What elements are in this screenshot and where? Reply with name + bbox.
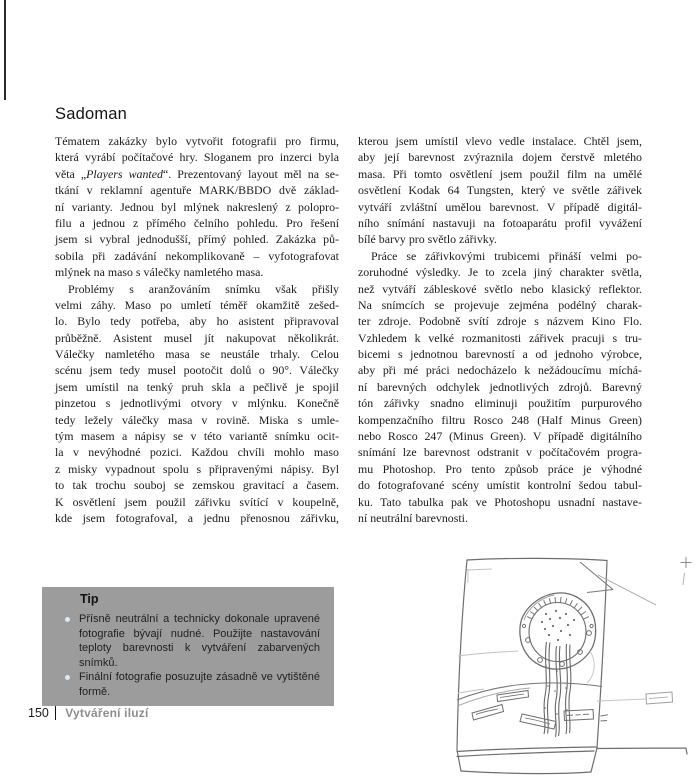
plate-holes — [541, 610, 575, 641]
text-line: K osvětlení jsem použil zářivku svítící v koupelně, — [55, 494, 339, 509]
text-column-right — [358, 133, 642, 526]
meat-grinder-sketch-figure — [450, 556, 694, 780]
text-line: filu a jednou z přímého čelního pohledu. Pro řešení — [55, 215, 339, 230]
bullet-icon — [65, 617, 70, 622]
sketch-drawing — [450, 556, 694, 780]
tip-item — [65, 612, 334, 670]
text-line: osvětlení Kodak 64 Tungsten, který ve světle zářivek — [358, 183, 642, 198]
text-line: tým masem a nápisy se v této variantě snímku ocit- — [55, 429, 339, 444]
text-line: Na snímcích se projevuje zejména podélný charak- — [358, 297, 642, 312]
text-line: tedy ležely válečky masa v rovině. Miska s umle- — [55, 412, 339, 427]
registration-cross-icon — [681, 557, 692, 585]
text-line: zoruhodné výsledky. Je to zcela jiný charakter světla, — [358, 265, 642, 280]
text-line: vytváří zvláštní umělou barevnost. V případě digitál- — [358, 199, 642, 214]
text-line: to tak trochu souboj se zemskou gravitací a časem. — [55, 478, 339, 493]
text-line: bílé barvy pro světlo zářivky. — [358, 232, 497, 247]
text-line: ní varianty. Jednou byl mlýnek nakreslený z polopro- — [55, 199, 339, 214]
text-line: tkání v reklamní agentuře MARK/BBDO dvě základ- — [55, 183, 339, 198]
text-line: pinzetou s jednotlivými otvory v mlýnku. Konečně — [55, 396, 339, 411]
text-line: ter zdroje. Podobně svítí zdroje s názvem Kino Flo. — [358, 314, 642, 329]
tip-box — [42, 587, 334, 706]
text-line: snímání lze barevnost odstranit v počítačovém progra- — [358, 445, 642, 460]
text-line: aby její barevnost zvýraznila dojem čerstvě mletého — [358, 150, 642, 165]
text-line: nebo Rosco 247 (Minus Green). V případě digitálního — [358, 429, 642, 444]
tip-list — [42, 612, 334, 699]
text-line: Práce se zářivkovými trubicemi přináší velmi po- — [371, 248, 642, 263]
page-edge-line — [4, 0, 6, 100]
text-column-left — [55, 133, 339, 526]
footer-separator — [55, 706, 56, 720]
text-line: ní neutrální barevnosti. — [358, 510, 468, 525]
text-line: Válečky namletého masa se neustále trhaly. Celou — [55, 347, 339, 362]
construction-lines — [458, 569, 646, 701]
meat-strands — [544, 642, 571, 737]
text-line: scénu jsem tedy musel pootočit dolů o 90°. Válečky — [55, 363, 339, 378]
tip-item-text: Finální fotografie posuzujte zásadně ve vytištěné formě. — [79, 671, 320, 698]
text-line: průběžně. Asistent musel jít nakupovat několikrát. — [55, 330, 339, 345]
text-line: Vzhledem k velké rozmanitosti zářivek pracuji s tru- — [358, 330, 642, 345]
text-line: Tématem zakázky bylo vytvořit fotografii pro firmu, — [55, 134, 339, 148]
chapter-title: Vytváření iluzí — [65, 706, 149, 720]
grinder-face — [520, 593, 596, 669]
text-line: mu Photoshop. Pro tento způsob práce je výhodné — [358, 461, 642, 476]
article-title: Sadoman — [55, 105, 128, 123]
text-line: kterou jsem umístil vlevo vedle instalace. Chtěl jsem, — [358, 134, 642, 148]
text-line: Problémy s aranžováním snímku však přišly — [68, 281, 339, 296]
text-line: lo. Bylo tedy potřeba, aby ho asistent připravoval — [55, 314, 339, 329]
tip-item-text: Přísně neutrální a technicky dokonale upravené fotografie bývají nudné. Použijte nastavování teploty barevnosti k vytváření zabarvených snímků. — [79, 613, 320, 669]
page-footer — [28, 706, 149, 720]
text-line: la v nevýhodné pozici. Každou chvíli mohlo maso — [55, 445, 339, 460]
text-line: než vytváří zábleskové světlo nebo klasický reflektor. — [358, 281, 642, 296]
text-line: sobila při zadávání nekomplikovaně – vyfotografovat — [55, 248, 339, 263]
text-line: která vyrábí počítačové hry. Sloganem pro inzerci byla — [55, 150, 339, 165]
tip-item — [65, 670, 334, 699]
text-line: z misky vypadnout spolu s připravenými nápisy. Byl — [55, 461, 339, 476]
text-line: tón zářivky snadno eliminuji použitím purpurového — [358, 396, 642, 411]
bullet-icon — [65, 675, 70, 680]
text-line: ku. Tato tabulka pak ve Photoshopu usnadní nastave- — [358, 494, 642, 509]
text-line: kde jsem fotografoval, a jednu přenosnou zářivku, — [55, 510, 339, 525]
text-line: mlýnek na maso s válečky namletého masa. — [55, 265, 264, 280]
table-edge — [457, 683, 602, 706]
text-line: masa. Při tomto osvětlení jsem použil film na umělé — [358, 166, 642, 181]
text-line: kompenzačního filtru Rosco 248 (Half Minus Green) — [358, 412, 642, 427]
text-line: jsem si vybral jednodušší, přímý pohled. Zakázka pů- — [55, 232, 339, 247]
text-line: ní barevných odchylek jednotlivých zdrojů. Barevný — [358, 379, 642, 394]
text-line: aby při mé práci nedocházelo k nežádoucímu míchá- — [358, 363, 642, 378]
corner-flap — [580, 562, 656, 605]
text-line: do fotografované scény umístit kontrolní šedou tabul- — [358, 478, 642, 493]
table-name-cards — [472, 691, 673, 730]
text-line: jsem umístil na tenký pruh skla a pečlivě je spojil — [55, 379, 339, 394]
tip-heading: Tip — [80, 592, 99, 606]
text-line: věta „Players wanted“. Prezentovaný layout měl na se- — [55, 166, 339, 181]
text-line: velmi záhy. Maso po umletí téměř okamžitě zešed- — [55, 297, 339, 312]
text-line: ního snímání nastavuji na fotoaparátu profil vyvážení — [358, 215, 642, 230]
text-line: bicemi s jednotnou barevností a od jednoho výrobce, — [358, 347, 642, 362]
page-number: 150 — [28, 706, 49, 720]
